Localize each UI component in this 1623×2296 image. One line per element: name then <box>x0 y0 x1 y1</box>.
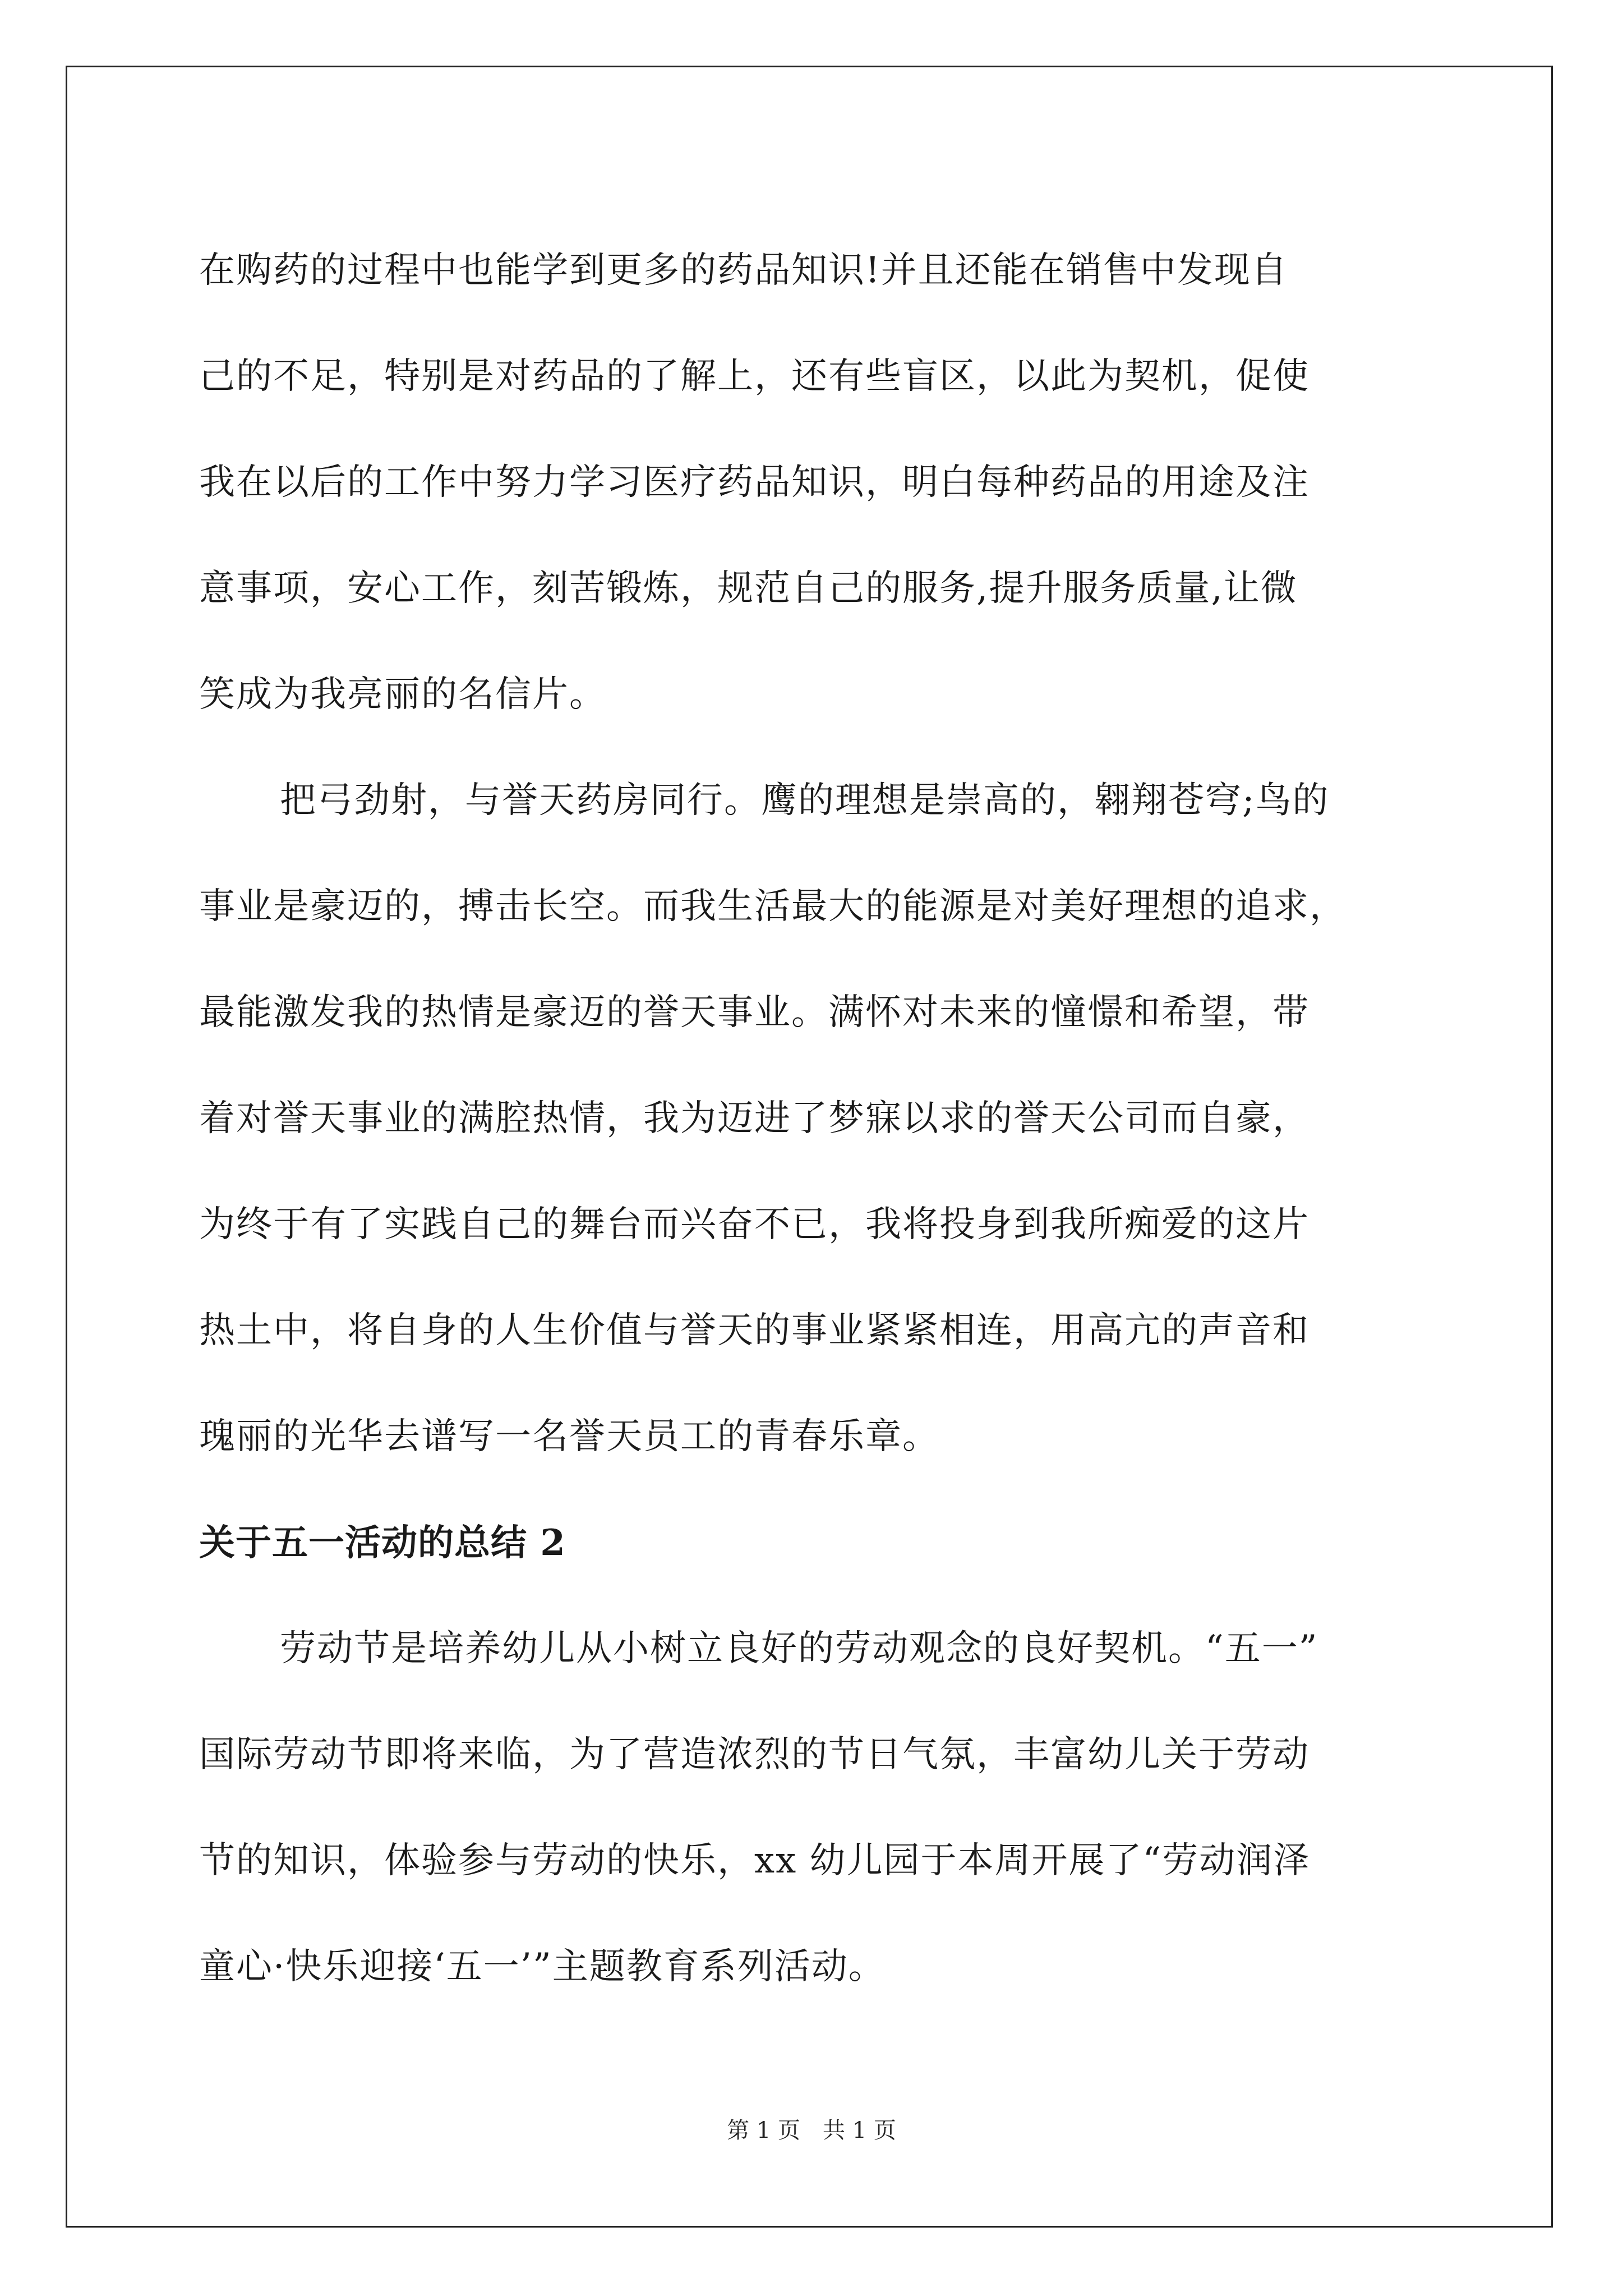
text-line: 我在以后的工作中努力学习医疗药品知识，明白每种药品的用途及注 <box>199 462 1310 503</box>
text-line: 节的知识，体验参与劳动的快乐，xx 幼儿园于本周开展了“劳动润泽 <box>199 1840 1311 1881</box>
document-body <box>199 218 1422 2020</box>
section-heading: 关于五一活动的总结 2 <box>199 1522 566 1564</box>
text-line: 为终于有了实践自己的舞台而兴奋不已，我将投身到我所痴爱的这片 <box>199 1204 1310 1245</box>
page-footer <box>0 2114 1623 2147</box>
text-line: 笑成为我亮丽的名信片。 <box>199 674 606 715</box>
page-number: 第 1 页 <box>727 2118 800 2143</box>
text-line: 瑰丽的光华去谱写一名誉天员工的青春乐章。 <box>199 1416 939 1457</box>
text-line: 事业是豪迈的，搏击长空。而我生活最大的能源是对美好理想的追求， <box>199 886 1347 927</box>
text-line: 热土中，将自身的人生价值与誉天的事业紧紧相连，用高亢的声音和 <box>199 1310 1310 1351</box>
text-line: 把弓劲射，与誉天药房同行。鹰的理想是崇高的，翱翔苍穹;鸟的 <box>280 780 1330 821</box>
text-line: 着对誉天事业的满腔热情，我为迈进了梦寐以求的誉天公司而自豪， <box>199 1098 1310 1139</box>
text-line: 最能激发我的热情是豪迈的誉天事业。满怀对未来的憧憬和希望，带 <box>199 992 1310 1033</box>
text-line: 己的不足，特别是对药品的了解上，还有些盲区，以此为契机，促使 <box>199 356 1310 397</box>
text-line: 劳动节是培养幼儿从小树立良好的劳动观念的良好契机。“五一” <box>280 1628 1318 1669</box>
text-line: 国际劳动节即将来临，为了营造浓烈的节日气氛，丰富幼儿关于劳动 <box>199 1734 1310 1775</box>
paragraph-1 <box>199 218 1422 748</box>
text-line: 在购药的过程中也能学到更多的药品知识!并且还能在销售中发现自 <box>199 250 1288 291</box>
page-total: 共 1 页 <box>823 2118 896 2143</box>
paragraph-2 <box>199 748 1422 1490</box>
paragraph-3 <box>199 1596 1422 2020</box>
text-line: 意事项，安心工作，刻苦锻炼，规范自己的服务,提升服务质量,让微 <box>199 568 1298 609</box>
text-line: 童心·快乐迎接‘五一’”主题教育系列活动。 <box>199 1946 886 1987</box>
